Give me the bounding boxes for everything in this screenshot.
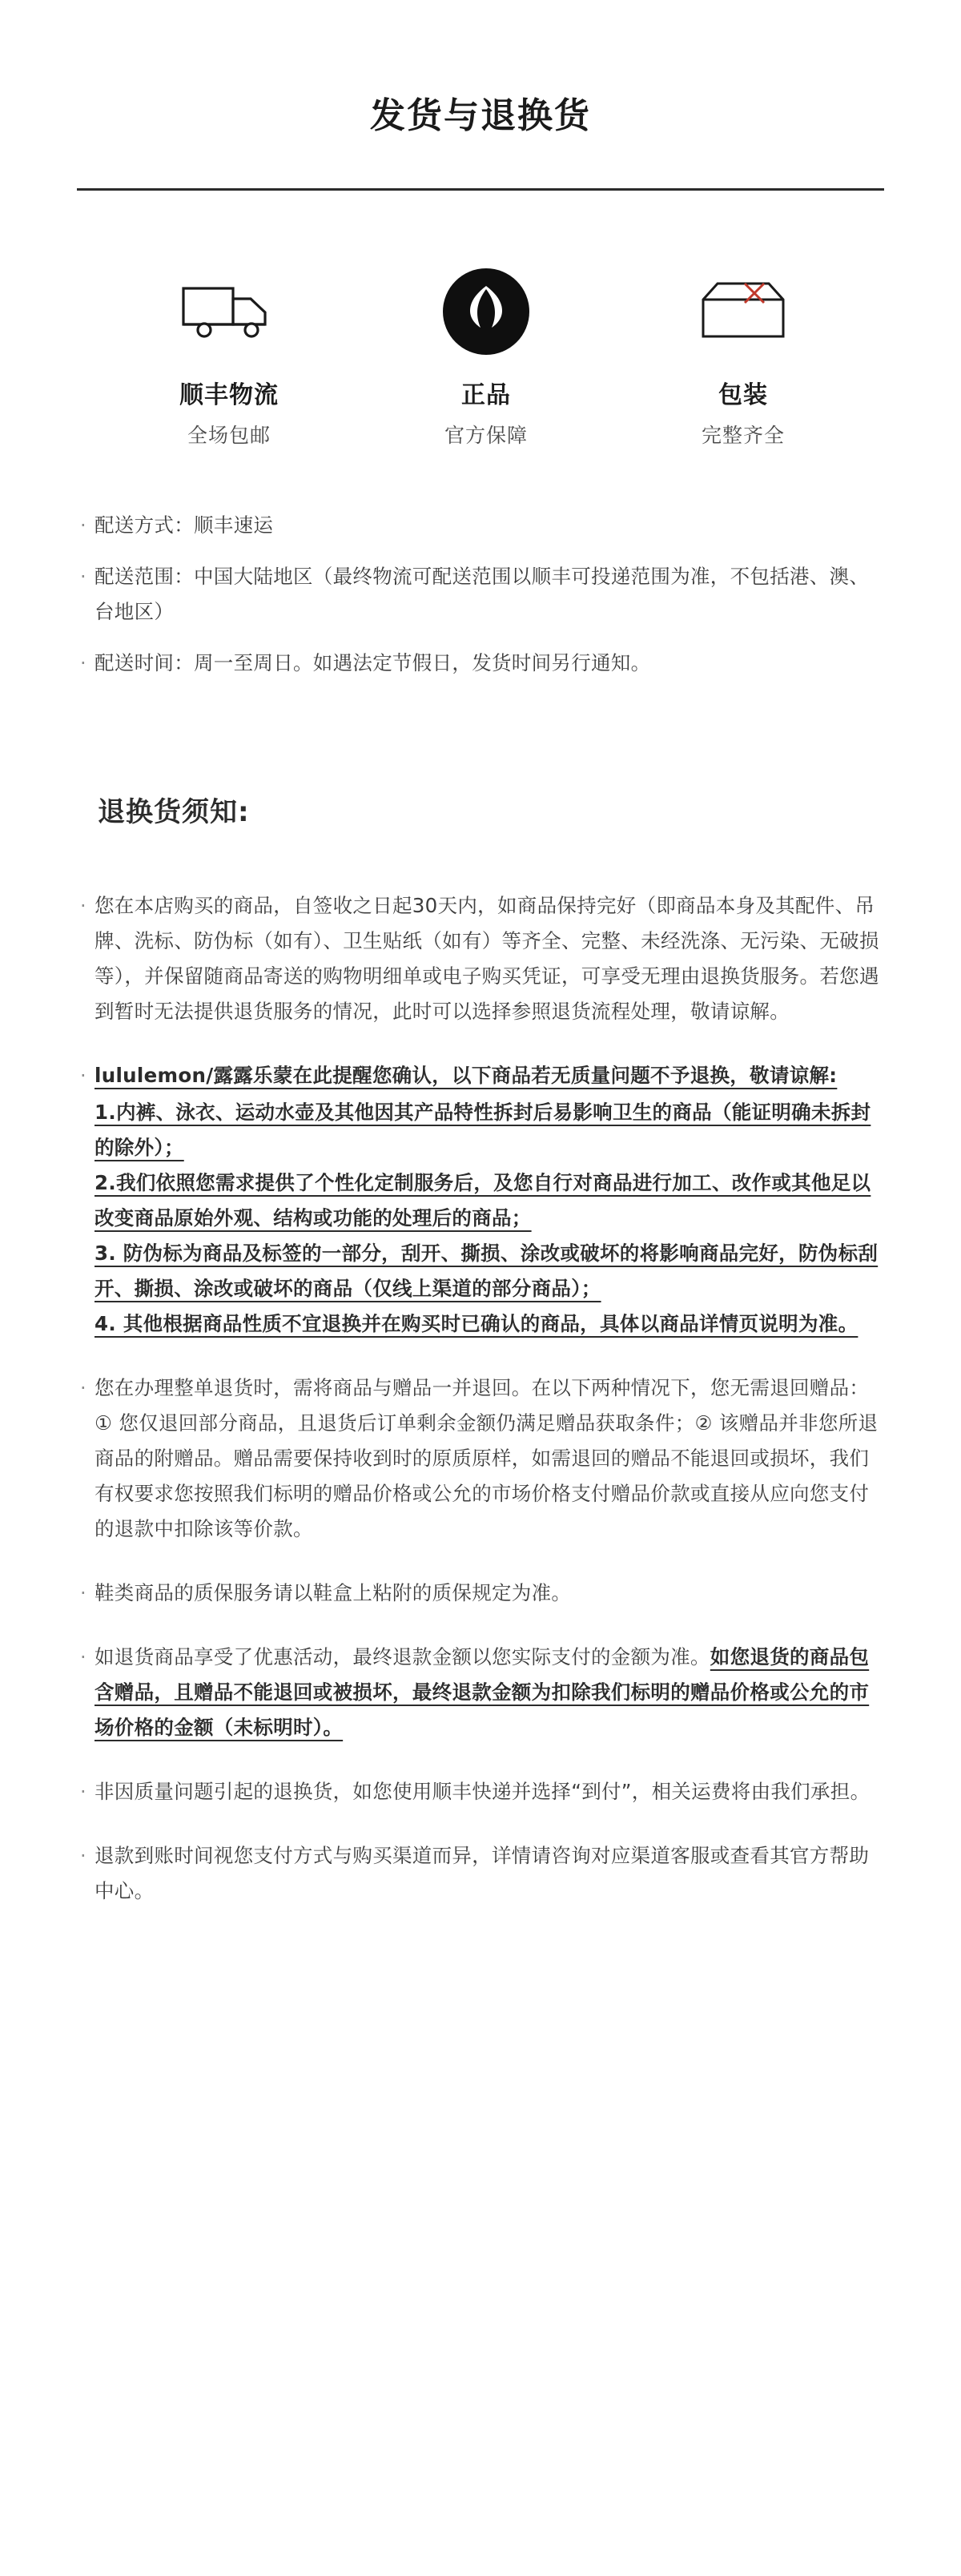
bullet-icon: · [80,1377,86,1400]
footwear-warranty-text: 鞋类商品的质保服务请以鞋盒上粘附的质保规定为准。 [94,1581,572,1605]
non-returnable-item: 3. 防伪标为商品及标签的一部分，刮开、撕损、涂改或破坏的将影响商品完好，防伪标刮开、撕损、涂改或破坏的商品（仅线上渠道的部分商品）； [94,1242,879,1301]
returns-list [77,888,884,1909]
refund-promotion-block [94,1640,884,1745]
feature-title: 顺丰物流 [179,381,279,410]
list-item [77,888,884,1029]
bullet-icon: · [80,652,86,675]
lululemon-logo-icon [382,260,590,364]
list-item [77,1576,884,1611]
returns-policy-text: 您在本店购买的商品，自签收之日起30天内，如商品保持完好（即商品本身及其配件、吊牌、洗标、防伪标（如有）、卫生贴纸（如有）等齐全、完整、未经洗涤、无污染、无破损等），并保留随商品寄送的购物明细单或电子购买凭证，可享受无理由退换货服务。若您遇到暂时无法提供退货服务的情况，此时可以选择参照退货流程处理，敬请谅解。 [94,894,879,1024]
feature-subtitle: 完整齐全 [701,424,785,448]
non-returnable-block [94,1058,884,1342]
title-divider [77,188,884,191]
refund-time-text: 退款到账时间视您支付方式与购买渠道而异，详情请咨询对应渠道客服或查看其官方帮助中心。 [94,1844,870,1903]
bullet-icon: · [80,1582,86,1605]
feature-packaging [639,260,847,449]
feature-title: 包装 [718,381,768,410]
shipping-range-text: 配送范围：中国大陆地区（最终物流可配送范围以顺丰可投递范围为准，不包括港、澳、台地区） [94,565,870,624]
bullet-icon: · [80,566,86,589]
feature-row [77,260,884,449]
non-returnable-item: 1.内裤、泳衣、运动水壶及其他因其产品特性拆封后易影响卫生的商品（能证明确未拆封的除外）； [94,1101,871,1160]
non-returnable-intro: lululemon/露露乐蒙在此提醒您确认，以下商品若无质量问题不予退换，敬请谅解: [94,1064,838,1088]
non-returnable-item: 4. 其他根据商品性质不宜退换并在购买时已确认的商品，具体以商品详情页说明为准。 [94,1312,858,1336]
list-item [77,1640,884,1745]
feature-title: 正品 [461,381,511,410]
bullet-icon: · [80,1646,86,1669]
non-returnable-subitems [94,1095,884,1342]
package-box-icon [639,260,847,364]
returns-heading: 退换货须知: [98,796,250,829]
gift-return-text: 您在办理整单退货时，需将商品与赠品一并退回。在以下两种情况下，您无需退回赠品：① 您仅退回部分商品，且退货后订单剩余金额仍满足赠品获取条件；② 该赠品并非您所退商品的附赠品。赠品需要保持收到时的原质原样，如需退回的赠品不能退回或损坏，我们有权要求您按照我们标明的赠品价格或公允的市场价格支付赠品价款或直接从应向您支付的退款中扣除该等价款。 [94,1376,879,1541]
list-item [77,1371,884,1547]
list-item [77,1058,884,1342]
page-title: 发货与退换货 [370,95,591,136]
refund-promotion-emphasis: 如您退货的商品包含赠品，且赠品不能退回或被损坏，最终退款金额为扣除我们标明的赠品价格或公允的市场价格的金额（未标明时）。 [94,1645,870,1740]
non-returnable-item: 2.我们依照您需求提供了个性化定制服务后，及您自行对商品进行加工、改作或其他足以改变商品原始外观、结构或功能的处理后的商品； [94,1171,871,1230]
shipping-method-text: 配送方式：顺丰速运 [94,513,274,537]
bullet-icon: · [80,1781,86,1804]
bullet-icon: · [80,1845,86,1868]
list-item [77,559,884,630]
bullet-icon: · [80,1065,86,1088]
feature-shipping [125,260,333,449]
feature-subtitle: 官方保障 [444,424,528,448]
list-item [77,1774,884,1809]
bullet-icon: · [80,514,86,537]
list-item [77,646,884,681]
feature-subtitle: 全场包邮 [187,424,271,448]
bullet-icon: · [80,895,86,918]
refund-promotion-text: 如退货商品享受了优惠活动，最终退款金额以您实际支付的金额为准。 [94,1645,710,1669]
feature-authentic [382,260,590,449]
delivery-truck-icon [125,260,333,364]
bottom-spacer [77,1938,884,2034]
list-item [77,508,884,543]
freight-text: 非因质量问题引起的退换货，如您使用顺丰快递并选择“到付”，相关运费将由我们承担。 [94,1780,871,1804]
list-item [77,1838,884,1909]
shipping-time-text: 配送时间：周一至周日。如遇法定节假日，发货时间另行通知。 [94,651,651,675]
shipping-info-list [77,508,884,681]
